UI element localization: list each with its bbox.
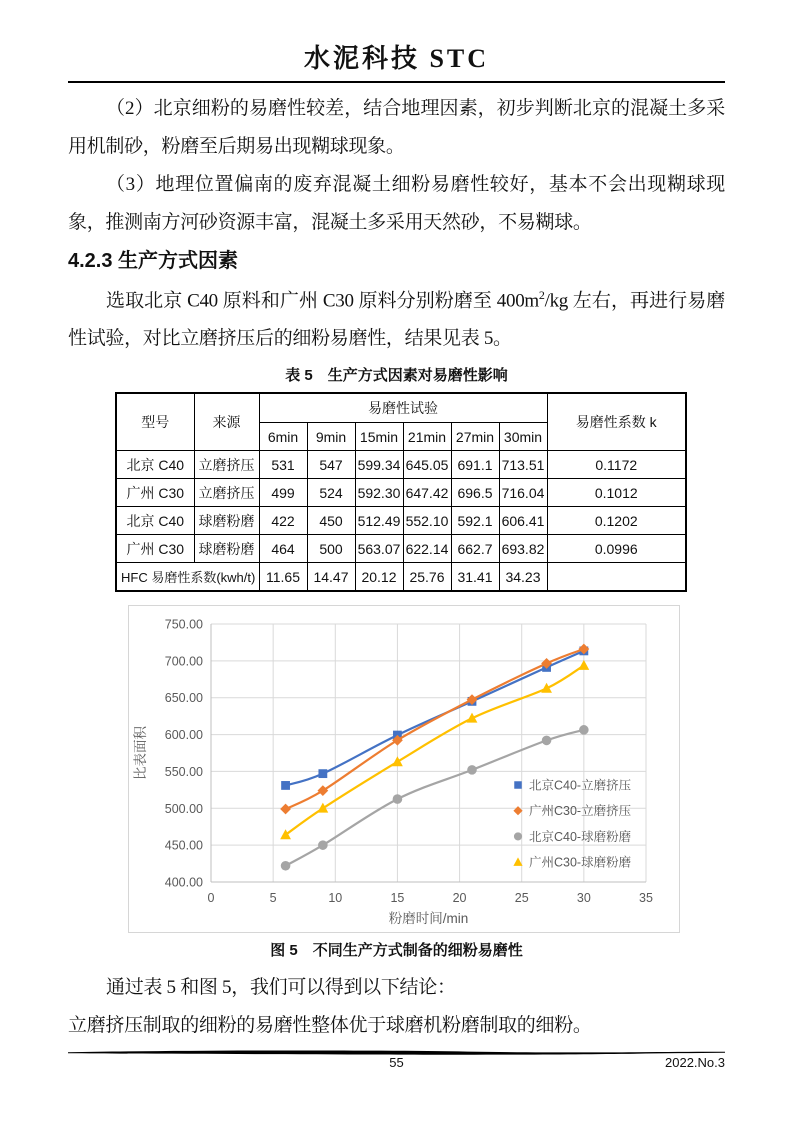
- footer-texts: [68, 1055, 725, 1073]
- col-header-27min: 27min: [451, 423, 499, 451]
- cell-value: 691.1: [451, 451, 499, 479]
- y-tick-label: 650.00: [164, 691, 203, 706]
- legend-label: 北京C40-立磨挤压: [529, 778, 632, 793]
- cell-value: 31.41: [451, 563, 499, 592]
- table-5-caption: 表 5 生产方式因素对易磨性影响: [285, 367, 508, 385]
- marker-triangle: [317, 803, 328, 813]
- marker-square: [318, 770, 327, 779]
- superscript-2: 2: [538, 288, 545, 302]
- x-tick-label: 5: [269, 891, 277, 906]
- x-tick-label: 30: [576, 891, 591, 906]
- paragraph-conclusion-intro: 通过表 5 和图 5，我们可以得到以下结论：: [106, 977, 456, 999]
- col-header-model: 型号: [116, 393, 194, 451]
- cell-value: 499: [259, 479, 307, 507]
- cell-k: 0.1012: [547, 479, 686, 507]
- table-row: [116, 507, 686, 535]
- cell-value: 622.14: [403, 535, 451, 563]
- cell-value: 713.51: [499, 451, 547, 479]
- col-header-k: 易磨性系数 k: [547, 393, 686, 451]
- paragraph-point-3: （3）地理位置偏南的废弃混凝土细粉易磨性较好，基本不会出现糊球现象，推测南方河砂资源丰富，混凝土多采用天然砂，不易糊球。: [68, 174, 725, 233]
- cell-k-empty: [547, 563, 686, 592]
- journal-title: 水泥科技 STC: [303, 44, 490, 73]
- cell-value: 450: [307, 507, 355, 535]
- x-axis-title: 粉磨时间/min: [388, 911, 469, 927]
- cell-value: 592.1: [451, 507, 499, 535]
- marker-circle: [467, 765, 477, 775]
- cell-value: 531: [259, 451, 307, 479]
- y-tick-label: 500.00: [164, 802, 203, 817]
- cell-model: 北京 C40: [116, 451, 194, 479]
- cell-value: 563.07: [355, 535, 403, 563]
- marker-diamond: [317, 786, 328, 797]
- col-header-21min: 21min: [403, 423, 451, 451]
- cell-value: 693.82: [499, 535, 547, 563]
- cell-value: 599.34: [355, 451, 403, 479]
- marker-circle: [281, 861, 291, 871]
- page-content: [0, 44, 793, 1045]
- cell-source: 立磨挤压: [194, 479, 259, 507]
- cell-value: 500: [307, 535, 355, 563]
- cell-model: 广州 C30: [116, 535, 194, 563]
- cell-hfc-label: HFC 易磨性系数(kwh/t): [116, 563, 259, 592]
- table-row: [116, 535, 686, 563]
- marker-square: [514, 782, 521, 789]
- cell-value: 11.65: [259, 563, 307, 592]
- x-tick-label: 0: [207, 891, 215, 906]
- page-footer: [68, 1049, 725, 1073]
- figure-5-chart-frame: [128, 605, 680, 933]
- marker-diamond: [513, 806, 522, 815]
- cell-value: 552.10: [403, 507, 451, 535]
- cell-value: 606.41: [499, 507, 547, 535]
- cell-value: 696.5: [451, 479, 499, 507]
- page-number: 55: [389, 1055, 404, 1070]
- cell-value: 716.04: [499, 479, 547, 507]
- cell-value: 647.42: [403, 479, 451, 507]
- table-row-hfc: [116, 563, 686, 592]
- x-tick-label: 20: [452, 891, 467, 906]
- paragraph-point-2: （2）北京细粉的易磨性较差，结合地理因素，初步判断北京的混凝土多采用机制砂，粉磨至后期易出现糊球现象。: [68, 98, 725, 157]
- marker-circle: [579, 725, 589, 735]
- marker-diamond: [280, 804, 291, 815]
- col-header-15min: 15min: [355, 423, 403, 451]
- issue-label: 2022.No.3: [665, 1055, 725, 1070]
- marker-circle: [514, 833, 522, 841]
- paragraph-method-pre: 选取北京 C40 原料和广州 C30 原料分别粉磨至 400m: [106, 290, 539, 312]
- col-header-9min: 9min: [307, 423, 355, 451]
- marker-triangle: [392, 757, 403, 767]
- legend-label: 广州C30-球磨粉磨: [529, 855, 632, 870]
- figure-5-caption: 图 5 不同生产方式制备的细粉易磨性: [270, 942, 523, 960]
- marker-square: [281, 781, 290, 790]
- marker-circle: [393, 795, 403, 805]
- section-heading: 4.2.3 生产方式因素: [68, 250, 239, 272]
- y-tick-label: 550.00: [164, 765, 203, 780]
- cell-k: 0.1172: [547, 451, 686, 479]
- y-tick-label: 750.00: [164, 617, 203, 632]
- col-header-test-group: 易磨性试验: [259, 393, 547, 423]
- y-tick-label: 400.00: [164, 875, 203, 890]
- cell-source: 球磨粉磨: [194, 535, 259, 563]
- legend-label: 北京C40-球磨粉磨: [529, 830, 632, 845]
- cell-model: 广州 C30: [116, 479, 194, 507]
- y-tick-label: 700.00: [164, 654, 203, 669]
- series-北京C40-球磨粉磨: [281, 725, 589, 871]
- legend-label: 广州C30-立磨挤压: [529, 804, 632, 819]
- paragraph-method-post: /kg 左右，再进行易磨性试验，对比立磨挤压后的细粉易磨性，结果见表 5。: [68, 290, 725, 350]
- x-tick-label: 35: [639, 891, 653, 906]
- col-header-30min: 30min: [499, 423, 547, 451]
- cell-k: 0.0996: [547, 535, 686, 563]
- cell-source: 立磨挤压: [194, 451, 259, 479]
- figure-5-chart: [129, 606, 679, 932]
- x-tick-label: 10: [328, 891, 343, 906]
- y-tick-label: 450.00: [164, 838, 203, 853]
- cell-value: 547: [307, 451, 355, 479]
- chart-legend: [513, 778, 631, 870]
- cell-value: 25.76: [403, 563, 451, 592]
- cell-model: 北京 C40: [116, 507, 194, 535]
- x-tick-label: 25: [514, 891, 529, 906]
- x-tick-label: 15: [390, 891, 405, 906]
- header-rule: [68, 81, 725, 83]
- marker-triangle: [513, 858, 522, 867]
- cell-k: 0.1202: [547, 507, 686, 535]
- marker-circle: [542, 736, 552, 746]
- col-header-source: 来源: [194, 393, 259, 451]
- cell-value: 14.47: [307, 563, 355, 592]
- cell-value: 512.49: [355, 507, 403, 535]
- cell-value: 422: [259, 507, 307, 535]
- cell-value: 645.05: [403, 451, 451, 479]
- cell-value: 34.23: [499, 563, 547, 592]
- col-header-6min: 6min: [259, 423, 307, 451]
- table-row: [116, 479, 686, 507]
- y-axis-title: 比表面积: [133, 726, 148, 781]
- paragraph-method: [68, 276, 725, 358]
- cell-value: 662.7: [451, 535, 499, 563]
- y-tick-label: 600.00: [164, 728, 203, 743]
- table-5: [115, 392, 687, 592]
- table-row: [116, 451, 686, 479]
- paragraph-conclusion: 立磨挤压制取的细粉的易磨性整体优于球磨机粉磨制取的细粉。: [68, 1015, 592, 1037]
- cell-value: 524: [307, 479, 355, 507]
- cell-source: 球磨粉磨: [194, 507, 259, 535]
- cell-value: 464: [259, 535, 307, 563]
- marker-circle: [318, 841, 328, 851]
- cell-value: 592.30: [355, 479, 403, 507]
- cell-value: 20.12: [355, 563, 403, 592]
